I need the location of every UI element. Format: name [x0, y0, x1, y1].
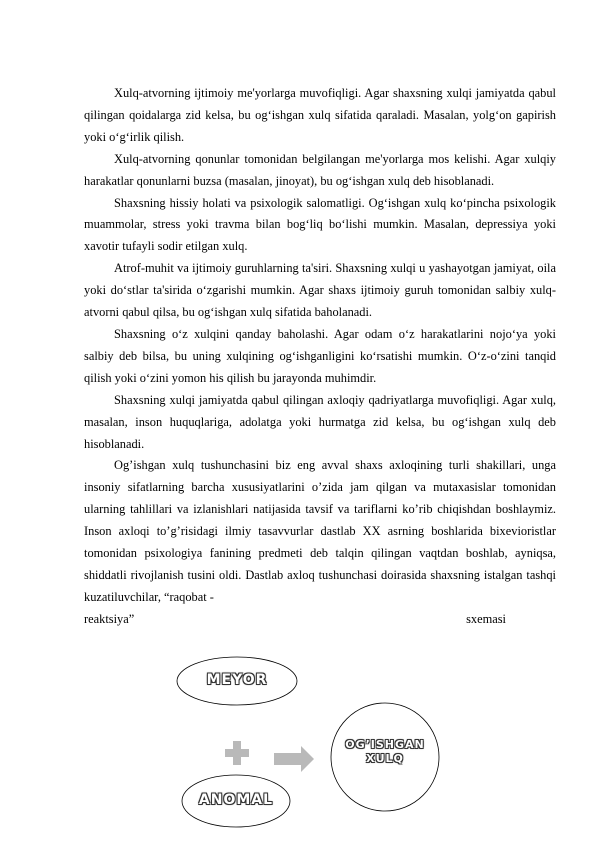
deviant-behavior-label-line2: XULQ: [366, 752, 404, 765]
paragraph-social-norms: Xulq-atvorning ijtimoiy me'yorlarga muvofiqligi. Agar shaxsning xulqi jamiyatda qabul qilingan qoidalarga zid kelsa, bu og‘ishgan xulq sifatida qaraladi. Masalan, yolg‘on gapirish yoki o‘g‘irlik qilish.: [84, 86, 556, 144]
deviant-behavior-label: [333, 738, 437, 766]
anomal-label: ANOMAL: [198, 792, 274, 808]
paragraph-legal-norms: Xulq-atvorning qonunlar tomonidan belgilangan me'yorlarga mos kelishi. Agar xulqiy harakatlar qonunlarni buzsa (masalan, jinoyat), bu og‘ishgan xulq deb hisoblanadi.: [84, 151, 556, 188]
deviant-behavior-label-line1: OG’ISHGAN: [345, 738, 425, 751]
paragraph-moral-values: Shaxsning xulqi jamiyatda qabul qilingan axloqiy qadriyatlarga muvofiqligi. Agar xulq, masalan, inson huquqlariga, adolatga yoki hurmatga zid kelsa, bu og‘ishgan xulq deb hisoblanadi.: [84, 392, 556, 451]
paragraph-deviant-behavior-concept: Og’ishgan xulq tushunchasini biz eng avval shaxs axloqining turli shakillari, unga insoniy sifatlarning barcha xususiyatlarini o’zida jam qilgan va mutaxasislar tomonidan ularning tahlillari va izlanishlari natijasida tavsif va tariflarni ko’rib chiqishdan boshlaymiz. Inson axloqi to’g’risidagi ilmiy tasavvurlar dastlab XX asrning boshlarida bixevioristlar tomonidan psixologiya fanining predmeti deb talqin qilingan vaqtdan boshlab, ayniqsa, shiddatli rivojlanish tusini oldi. Dastlab axloq tushunchasi doirasida shaxsning istalgan tashqi kuzatiluvchilar, “raqobat -: [84, 458, 556, 604]
paragraph-environment-influence: Atrof-muhit va ijtimoiy guruhlarning ta'siri. Shaxsning xulqi u yashayotgan jamiyat, oila yoki do‘stlar ta'sirida o‘zgarishi mumkin. Agar shaxs ijtimoiy guruh tomonidan salbiy xulq-atvorni qabul qilsa, bu og‘ishgan xulq sifatida baholanadi.: [84, 261, 556, 320]
plus-icon: [225, 741, 249, 765]
paragraph-last-line: [84, 609, 556, 631]
paragraph-self-assessment: Shaxsning o‘z xulqini qanday baholashi. Agar odam o‘z harakatlarini nojo‘ya yoki salbiy deb bilsa, bu uning xulqining og‘ishganligini ko‘rsatishi mumkin. O‘z-o‘zini tanqid qilish yoki o‘zini yomon his qilish bu jarayonda muhimdir.: [84, 326, 556, 385]
norm-label: MEYOR: [206, 672, 268, 688]
document-body: [84, 83, 556, 631]
paragraph-psychological-state: Shaxsning hissiy holati va psixologik salomatligi. Og‘ishgan xulq ko‘pincha psixologik muammolar, stress yoki travma bilan bog‘liq bo‘lishi mumkin. Masalan, depressiya yoki xavotir tufayli sodir etilgan xulq.: [84, 195, 556, 254]
last-line-right-text: sxemasi: [466, 611, 506, 626]
right-arrow-icon: [274, 746, 314, 772]
last-line-left-text: reaktsiya”: [84, 611, 135, 626]
